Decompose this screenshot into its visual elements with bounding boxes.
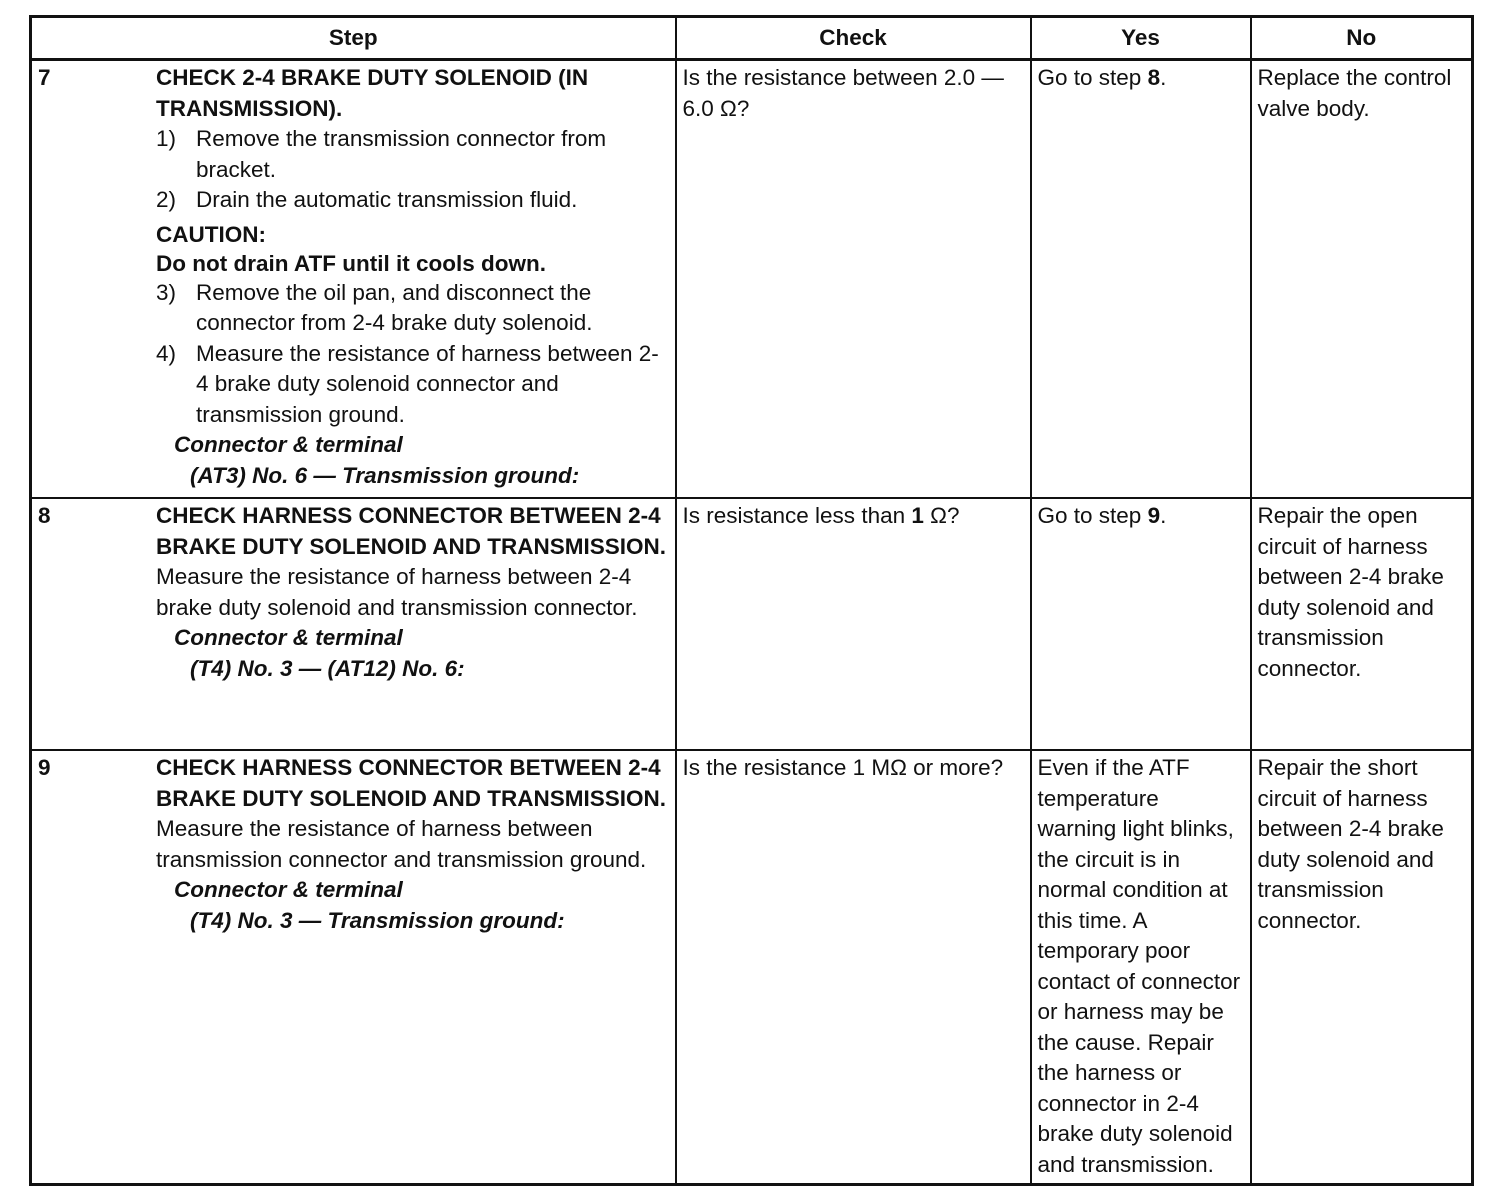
caution-text: Do not drain ATF until it cools down. [156,250,546,276]
no-cell: Repair the short circuit of harness between 2-4 brake duty solenoid and transmission connector. [1251,750,1473,1185]
instruction-number: 1) [156,126,177,151]
instruction-number: 2) [156,187,177,212]
step-body [156,63,669,491]
connector-label: Connector & terminal [174,877,403,902]
step-title: CHECK HARNESS CONNECTOR BETWEEN 2-4 BRAKE DUTY SOLENOID AND TRANSMISSION. [156,503,667,559]
diagnostic-table-container [29,15,1471,1186]
yes-cell [1031,60,1251,499]
step-cell [31,60,676,499]
no-cell: Replace the control valve body. [1251,60,1473,499]
check-value: 1 [911,503,924,528]
check-cell: Is the resistance 1 MΩ or more? [676,750,1031,1185]
instruction-item [156,185,669,216]
header-yes: Yes [1031,17,1251,60]
table-row [31,60,1473,499]
yes-suffix: . [1160,65,1167,90]
instruction-number: 4) [156,340,177,366]
step-number: 9 [38,755,51,780]
instruction-text: Drain the automatic transmission fluid. [196,187,578,212]
diagnostic-table [29,15,1474,1186]
step-description: Measure the resistance of harness between 2-4 brake duty solenoid and transmission connector. [156,564,638,620]
step-number: 7 [38,65,51,90]
instruction-number: 3) [156,279,177,305]
connector-value: (AT3) No. 6 — Transmission ground: [190,462,580,488]
instruction-item [156,124,669,185]
check-text: Is resistance less than [682,503,912,528]
step-description: Measure the resistance of harness between transmission connector and transmission ground. [156,816,647,872]
yes-text: Go to step [1037,65,1148,90]
step-cell [31,750,676,1185]
instruction-item [156,339,669,431]
step-body [156,501,669,684]
step-cell [31,498,676,750]
yes-cell [1031,498,1251,750]
connector-label: Connector & terminal [174,432,403,457]
instruction-item [156,278,669,339]
header-row [31,17,1473,60]
yes-suffix: . [1160,503,1167,528]
step-title: CHECK HARNESS CONNECTOR BETWEEN 2-4 BRAKE DUTY SOLENOID AND TRANSMISSION. [156,755,667,811]
table-row [31,498,1473,750]
header-step: Step [31,17,676,60]
step-title: CHECK 2-4 BRAKE DUTY SOLENOID (IN TRANSMISSION). [156,65,589,121]
step-number: 8 [38,503,51,528]
yes-text: Go to step [1037,503,1148,528]
step-body [156,753,669,936]
instruction-text: Remove the oil pan, and disconnect the connector from 2-4 brake duty solenoid. [196,279,593,335]
connector-label: Connector & terminal [174,625,403,650]
instruction-text: Remove the transmission connector from bracket. [196,126,607,182]
caution-label: CAUTION: [156,221,266,247]
header-check: Check [676,17,1031,60]
check-cell [676,498,1031,750]
instruction-text: Measure the resistance of harness between 2-4 brake duty solenoid connector and transmission ground. [196,340,659,427]
yes-step-link: 9 [1147,503,1161,528]
check-suffix: Ω? [923,503,960,528]
check-cell: Is the resistance between 2.0 — 6.0 Ω? [676,60,1031,499]
connector-value: (T4) No. 3 — (AT12) No. 6: [190,655,465,681]
header-no: No [1251,17,1473,60]
no-cell: Repair the open circuit of harness between 2-4 brake duty solenoid and transmission connector. [1251,498,1473,750]
connector-value: (T4) No. 3 — Transmission ground: [190,907,565,933]
yes-cell: Even if the ATF temperature warning light blinks, the circuit is in normal condition at this time. A temporary poor contact of connector or harness may be the cause. Repair the harness or connector in 2-4 brake duty solenoid and transmission. [1031,750,1251,1185]
table-row [31,750,1473,1185]
yes-step-link: 8 [1147,65,1161,90]
